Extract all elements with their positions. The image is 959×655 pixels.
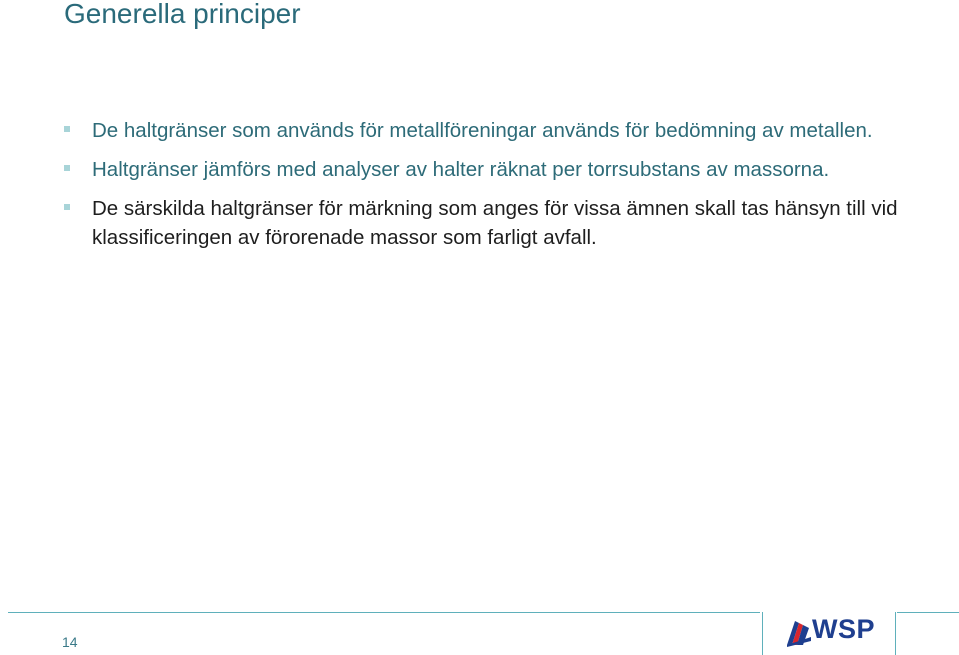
bullet-text: De särskilda haltgränser för märkning som anges för vissa ämnen skall tas hänsyn till vid klassificeringen av förorenade massor som farligt avfall. <box>92 197 898 249</box>
wsp-logo-mark-icon <box>785 617 815 647</box>
square-bullet-icon <box>64 204 70 210</box>
bullet-text: De haltgränser som används för metallföreningar används för bedömning av metallen. <box>92 119 873 142</box>
bullet-item <box>62 116 922 145</box>
footer-divider <box>8 612 760 613</box>
bullet-text: Haltgränser jämförs med analyser av halter räknat per torrsubstans av massorna. <box>92 158 830 181</box>
bullet-item <box>62 155 922 184</box>
square-bullet-icon <box>64 126 70 132</box>
company-logo <box>762 612 896 655</box>
logo-wordmark: WSP <box>812 614 876 644</box>
footer-divider <box>897 612 959 613</box>
square-bullet-icon <box>64 165 70 171</box>
slide-title: Generella principer <box>64 0 301 29</box>
page-number: 14 <box>62 634 78 650</box>
bullet-list <box>62 116 922 262</box>
bullet-item <box>62 194 922 252</box>
